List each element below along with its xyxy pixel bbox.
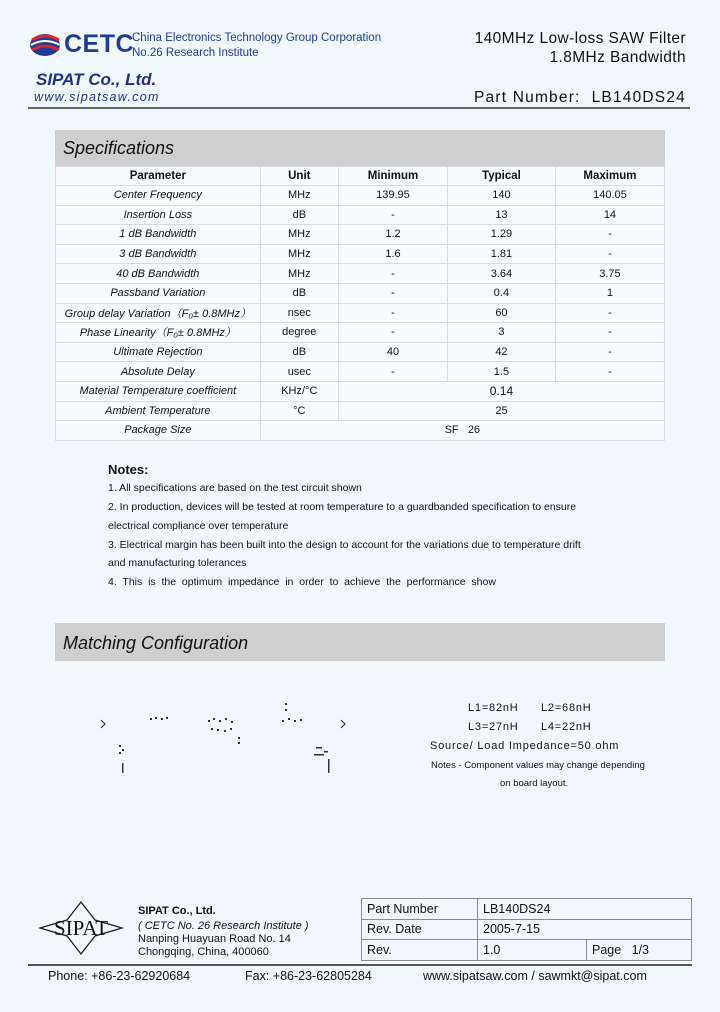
unit-cell: MHz xyxy=(260,186,338,206)
page-label: Page xyxy=(592,942,622,957)
param-cell: Ultimate Rejection xyxy=(56,342,261,362)
param-cell: Passband Variation xyxy=(56,283,261,303)
impedance-text: Source/ Load Impedance=50 ohm xyxy=(430,740,620,752)
table-row xyxy=(56,244,665,264)
unit-cell: MHz xyxy=(260,264,338,284)
min-cell: 40 xyxy=(338,342,447,362)
document-info-table xyxy=(361,898,692,961)
max-cell: 3.75 xyxy=(555,264,664,284)
footer-company: SIPAT Co., Ltd. xyxy=(138,905,216,917)
footer-address-line1: Nanping Huayuan Road No. 14 xyxy=(138,933,291,945)
unit-cell: usec xyxy=(260,362,338,382)
table-row xyxy=(56,342,665,362)
table-row xyxy=(56,421,665,441)
min-cell: - xyxy=(338,303,447,323)
param-cell: Absolute Delay xyxy=(56,362,261,382)
col-maximum: Maximum xyxy=(555,167,664,186)
inductor-l4: L4=22nH xyxy=(541,721,592,733)
value-cell: 0.14 xyxy=(338,381,664,401)
typ-cell: 1.29 xyxy=(448,225,556,245)
max-cell: - xyxy=(555,362,664,382)
param-cell: 1 dB Bandwidth xyxy=(56,225,261,245)
table-row xyxy=(56,186,665,206)
min-cell: 1.6 xyxy=(338,244,447,264)
org-name: China Electronics Technology Group Corporation xyxy=(132,32,382,44)
param-cell: Material Temperature coefficient xyxy=(56,381,261,401)
product-title: 140MHz Low-loss SAW Filter xyxy=(474,30,686,47)
typ-cell: 3.64 xyxy=(448,264,556,284)
inductor-l1: L1=82nH xyxy=(468,702,519,714)
param-cell: Package Size xyxy=(56,421,261,441)
footer-fax: Fax: +86-23-62805284 xyxy=(245,969,372,983)
institute-name: No.26 Research Institute xyxy=(132,47,259,59)
header-part-number xyxy=(474,89,686,107)
table-row xyxy=(56,362,665,382)
sipat-seal-logo xyxy=(36,900,126,956)
typ-cell: 3 xyxy=(448,323,556,343)
info-value: LB140DS24 xyxy=(478,899,692,920)
min-cell: 1.2 xyxy=(338,225,447,245)
footer-web-email: www.sipatsaw.com / sawmkt@sipat.com xyxy=(423,969,647,983)
typ-cell: 140 xyxy=(448,186,556,206)
col-minimum: Minimum xyxy=(338,167,447,186)
min-cell: - xyxy=(338,205,447,225)
table-row xyxy=(362,919,692,940)
specifications-heading: Specifications xyxy=(55,130,665,166)
matching-heading: Matching Configuration xyxy=(55,623,665,661)
company-website: www.sipatsaw.com xyxy=(34,90,160,104)
footer-institute: ( CETC No. 26 Research Institute ) xyxy=(138,920,309,932)
max-cell: - xyxy=(555,303,664,323)
note-line: 1. All specifications are based on the test circuit shown xyxy=(108,482,362,494)
note-line: 4. This is the optimum impedance in order to achieve the performance show xyxy=(108,576,496,588)
min-cell: - xyxy=(338,362,447,382)
company-name: SIPAT Co., Ltd. xyxy=(36,70,157,89)
param-cell: Insertion Loss xyxy=(56,205,261,225)
page-cell xyxy=(587,940,692,961)
unit-cell: MHz xyxy=(260,244,338,264)
max-cell: - xyxy=(555,225,664,245)
param-cell: Center Frequency xyxy=(56,186,261,206)
min-cell: - xyxy=(338,283,447,303)
value-cell: 25 xyxy=(338,401,664,421)
matching-circuit-diagram xyxy=(95,695,360,790)
specifications-table xyxy=(55,166,665,441)
product-bandwidth: 1.8MHz Bandwidth xyxy=(549,49,686,66)
part-number-label: Part Number: xyxy=(474,89,581,106)
max-cell: 14 xyxy=(555,205,664,225)
unit-cell: degree xyxy=(260,323,338,343)
page-number: 1/3 xyxy=(631,942,650,957)
table-row xyxy=(56,205,665,225)
param-cell: Ambient Temperature xyxy=(56,401,261,421)
unit-cell: MHz xyxy=(260,225,338,245)
unit-cell: °C xyxy=(260,401,338,421)
table-row xyxy=(56,303,665,323)
inductor-l3: L3=27nH xyxy=(468,721,519,733)
info-label: Rev. xyxy=(362,940,478,961)
col-unit: Unit xyxy=(260,167,338,186)
seal-text: SIPAT xyxy=(53,916,109,940)
inductor-l2: L2=68nH xyxy=(541,702,592,714)
info-value: 1.0 xyxy=(478,940,587,961)
param-cell: Phase Linearity（F₀± 0.8MHz） xyxy=(56,323,261,343)
typ-cell: 1.81 xyxy=(448,244,556,264)
max-cell: 1 xyxy=(555,283,664,303)
footer-address-line2: Chongqing, China, 400060 xyxy=(138,946,269,958)
table-row xyxy=(56,283,665,303)
matching-note: Notes - Component values may change depending xyxy=(431,760,645,771)
table-row xyxy=(56,264,665,284)
table-row xyxy=(56,225,665,245)
param-cell: Group delay Variation（F₀± 0.8MHz） xyxy=(56,303,261,323)
table-row xyxy=(56,323,665,343)
footer-phone: Phone: +86-23-62920684 xyxy=(48,969,191,983)
min-cell: 139.95 xyxy=(338,186,447,206)
typ-cell: 42 xyxy=(448,342,556,362)
max-cell: - xyxy=(555,342,664,362)
param-cell: 40 dB Bandwidth xyxy=(56,264,261,284)
typ-cell: 13 xyxy=(448,205,556,225)
table-header-row xyxy=(56,167,665,186)
min-cell: - xyxy=(338,323,447,343)
max-cell: - xyxy=(555,323,664,343)
table-row xyxy=(362,940,692,961)
unit-cell: dB xyxy=(260,342,338,362)
cetc-logo-text: CETC xyxy=(64,30,135,58)
min-cell: - xyxy=(338,264,447,284)
table-row xyxy=(56,381,665,401)
note-line: 3. Electrical margin has been built into the design to account for the variations due to temperature drift xyxy=(108,539,581,551)
matching-note: on board layout. xyxy=(500,778,569,789)
header-divider xyxy=(28,107,690,109)
col-parameter: Parameter xyxy=(56,167,261,186)
typ-cell: 1.5 xyxy=(448,362,556,382)
info-label: Part Number xyxy=(362,899,478,920)
package-cell: SF 26 xyxy=(260,421,664,441)
notes-title: Notes: xyxy=(108,462,149,477)
note-line: electrical compliance over temperature xyxy=(108,520,289,532)
unit-cell: KHz/°C xyxy=(260,381,338,401)
typ-cell: 60 xyxy=(448,303,556,323)
max-cell: 140.05 xyxy=(555,186,664,206)
typ-cell: 0.4 xyxy=(448,283,556,303)
note-line: 2. In production, devices will be tested at room temperature to a guardbanded specification to ensure xyxy=(108,501,577,513)
part-number-value: LB140DS24 xyxy=(591,89,686,106)
table-row xyxy=(362,899,692,920)
unit-cell: dB xyxy=(260,205,338,225)
info-label: Rev. Date xyxy=(362,919,478,940)
param-cell: 3 dB Bandwidth xyxy=(56,244,261,264)
max-cell: - xyxy=(555,244,664,264)
info-value: 2005-7-15 xyxy=(478,919,692,940)
table-row xyxy=(56,401,665,421)
cetc-logo-icon xyxy=(28,28,62,60)
col-typical: Typical xyxy=(448,167,556,186)
footer-divider xyxy=(28,964,692,966)
unit-cell: dB xyxy=(260,283,338,303)
note-line: and manufacturing tolerances xyxy=(108,557,247,569)
unit-cell: nsec xyxy=(260,303,338,323)
